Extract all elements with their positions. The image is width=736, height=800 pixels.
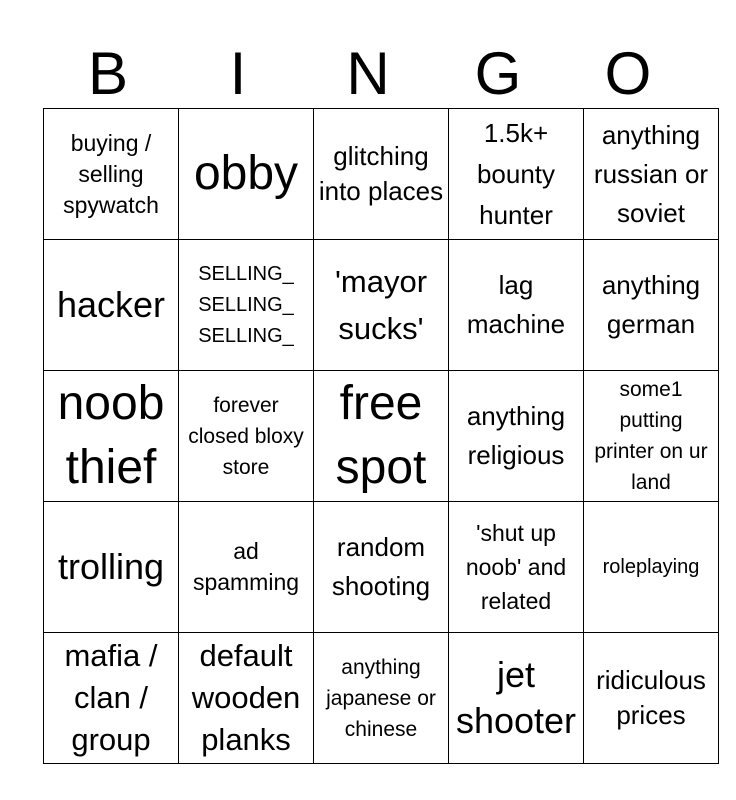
cell-text: anything religious: [466, 401, 566, 470]
cell-text: trolling: [57, 546, 165, 587]
header-letter-b: B: [87, 40, 129, 107]
bingo-cell[interactable]: [314, 240, 449, 371]
cell-text: hacker: [56, 284, 166, 325]
header-letter-n: N: [346, 40, 390, 107]
cell-text: anything russian or soviet: [593, 119, 709, 228]
cell-text: free spot: [335, 377, 427, 494]
bingo-cell[interactable]: [44, 240, 179, 371]
cell-text: 'shut up noob' and related: [465, 520, 567, 614]
board-row: [44, 371, 719, 502]
bingo-cell[interactable]: [44, 502, 179, 633]
cell-text: glitching into places: [318, 141, 444, 206]
bingo-cell[interactable]: [314, 109, 449, 240]
bingo-cell[interactable]: [449, 371, 584, 502]
cell-text: obby: [193, 147, 299, 200]
cell-text: SELLING_ SELLING_ SELLING_: [198, 262, 294, 347]
cell-text: default wooden planks: [191, 638, 301, 757]
bingo-cell[interactable]: [584, 371, 719, 502]
cell-text: ridiculous prices: [596, 665, 706, 730]
bingo-cell[interactable]: [449, 240, 584, 371]
cell-text: 1.5k+ bounty hunter: [476, 117, 556, 230]
cell-text: some1 putting printer on ur land: [594, 378, 708, 494]
bingo-cell[interactable]: [44, 371, 179, 502]
bingo-cell[interactable]: [449, 633, 584, 764]
cell-text: mafia / clan / group: [64, 638, 158, 757]
bingo-cell[interactable]: [179, 633, 314, 764]
cell-text: lag machine: [466, 270, 566, 339]
cell-text: forever closed bloxy store: [188, 393, 304, 479]
bingo-cell[interactable]: [584, 240, 719, 371]
header-letter-g: G: [474, 40, 522, 107]
board-row: [44, 240, 719, 371]
cell-text: noob thief: [57, 377, 165, 494]
bingo-cell[interactable]: [44, 633, 179, 764]
bingo-cell[interactable]: [449, 502, 584, 633]
bingo-cell[interactable]: [179, 240, 314, 371]
bingo-board: [43, 108, 719, 764]
board-row: [44, 109, 719, 240]
header-letter-i: I: [229, 40, 247, 107]
bingo-cell[interactable]: [584, 502, 719, 633]
header-letter-o: O: [604, 40, 652, 107]
bingo-cell[interactable]: [179, 371, 314, 502]
board-row: [44, 502, 719, 633]
bingo-cell[interactable]: [584, 633, 719, 764]
cell-text: random shooting: [331, 532, 431, 601]
bingo-cell[interactable]: [449, 109, 584, 240]
bingo-cell[interactable]: [314, 633, 449, 764]
bingo-cell[interactable]: [179, 502, 314, 633]
board-row: [44, 633, 719, 764]
cell-text: jet shooter: [455, 654, 577, 741]
cell-text: ad spamming: [192, 538, 300, 595]
bingo-cell[interactable]: [44, 109, 179, 240]
bingo-cell[interactable]: [314, 502, 449, 633]
cell-text: roleplaying: [602, 555, 700, 578]
bingo-cell[interactable]: [314, 371, 449, 502]
bingo-cell[interactable]: [179, 109, 314, 240]
cell-text: 'mayor sucks': [334, 264, 428, 346]
bingo-header: [43, 40, 693, 108]
bingo-cell[interactable]: [584, 109, 719, 240]
cell-text: anything japanese or chinese: [326, 655, 436, 741]
cell-text: buying / selling spywatch: [63, 129, 159, 218]
cell-text: anything german: [601, 270, 701, 339]
